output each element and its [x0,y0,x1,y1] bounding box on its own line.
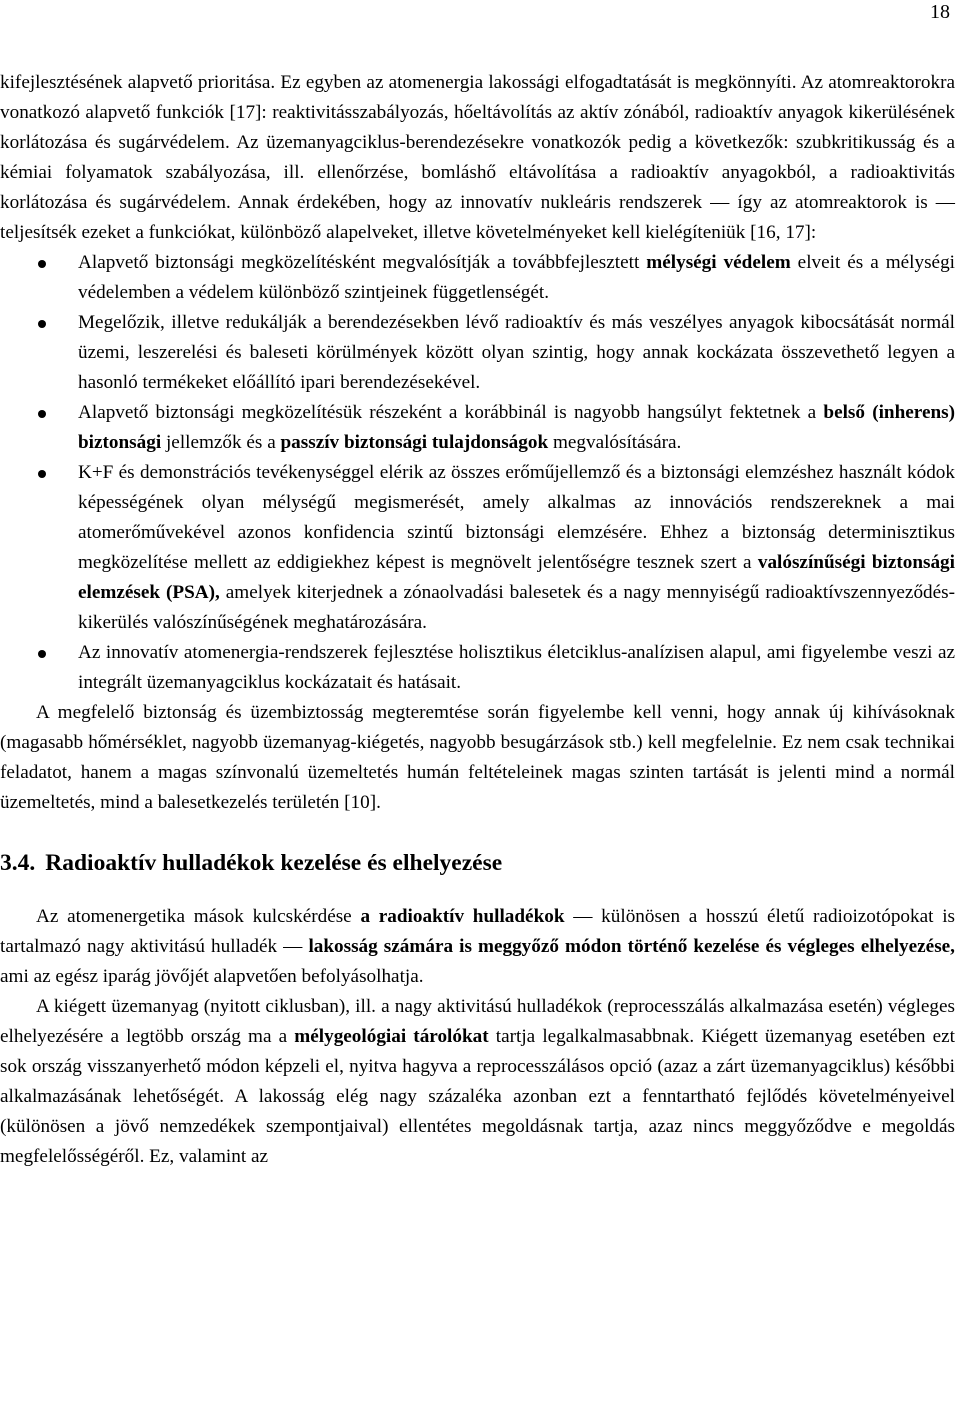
section-paragraph: Az atomenergetika mások kulcskérdése a radioaktív hulladékok — különösen a hosszú életű radioizotópokat is tartalmazó nagy aktivitású hulladék — lakosság számára is meggyőző módon történő kezelése és végleges elhelyezése, ami az egész iparág jövőjét alapvetően befolyásolhatja. [0,906,955,987]
list-item: Alapvető biztonsági megközelítésként megvalósítják a továbbfejlesztett mélységi védelem elveit és a mélységi védelemben a védelem különböző szintjeinek függetlenségét. [0,248,955,308]
requirements-list [0,248,955,698]
bullet-icon [38,650,46,658]
list-item: K+F és demonstrációs tevékenységgel elérik az összes erőműjellemző és a biztonsági elemzéshez használt kódok képességének olyan mélységű megismerését, amely alkalmas az innovációs rendszereknek a mai atomerőművekével azonos konfidencia szintű biztonsági elemzésére. Ehhez a biztonság determinisztikus megközelítése mellett az eddigiekhez képest is megnövelt jelentőségre tesznek szert a valószínűségi biztonsági elemzések (PSA), amelyek kiterjednek a zónaolvadási balesetek és a nagy mennyiségű radioaktívszennyeződés-kikerülés valószínűségének meghatározására. [0,458,955,638]
summary-paragraph: A megfelelő biztonság és üzembiztosság megteremtése során figyelembe kell venni, hogy annak új kihívásoknak (magasabb hőmérséklet, nagyobb üzemanyag-kiégetés, nagyobb besugárzások stb.) kell megfelelnie. Ez nem csak technikai feladatot, hanem a magas színvonalú üzemeltetés humán feltételeinek magas szinten tartását is jelenti mind a normál üzemeltetés, mind a balesetkezelés területén [10]. [0,702,955,813]
bullet-icon [38,470,46,478]
bullet-icon [38,320,46,328]
list-item: Az innovatív atomenergia-rendszerek fejlesztése holisztikus életciklus-analízisen alapul, ami figyelembe veszi az integrált üzemanyagciklus kockázatait és hatásait. [0,638,955,698]
page-number: 18 [930,1,950,23]
bullet-icon [38,410,46,418]
section-paragraph: A kiégett üzemanyag (nyitott ciklusban), ill. a nagy aktivitású hulladékok (reprocesszálás alkalmazása esetén) végleges elhelyezésére a legtöbb ország ma a mélygeológiai tárolókat tartja legalkalmasabbnak. Kiégett üzemanyag esetében ezt sok ország visszanyerhető módon képzeli el, nyitva hagyva a reprocesszálásos opció (azaz a zárt üzemanyagciklus) későbbi alkalmazásának lehetőségét. A lakosság elég nagy százaléka azonban ezt a fenntartható fejlődés követelményeivel (különösen a jövő nemzedékek szempontjaival) ellentétes megoldásnak tartja, azaz nincs meggyőződve e megoldás megfelelősségéről. Ez, valamint az [0,996,955,1167]
bullet-icon [38,260,46,268]
list-item: Alapvető biztonsági megközelítésük részeként a korábbinál is nagyobb hangsúlyt fektetnek a belső (inherens) biztonsági jellemzők és a passzív biztonsági tulajdonságok megvalósítására. [0,398,955,458]
document-body [0,68,955,1172]
list-item: Megelőzik, illetve redukálják a berendezésekben lévő radioaktív és más veszélyes anyagok kibocsátását normál üzemi, leszerelési és baleseti körülmények között olyan szintig, hogy annak kockázata összevethető legyen a hasonló termékeket előállító ipari berendezésekével. [0,308,955,398]
section-heading [0,848,955,878]
section-title: Radioaktív hulladékok kezelése és elhelyezése [45,850,503,876]
intro-paragraph: kifejlesztésének alapvető prioritása. Ez egyben az atomenergia lakossági elfogadtatását is megkönnyíti. Az atomreaktorokra vonatkozó alapvető funkciók [17]: reaktivitásszabályozás, hőeltávolítás az aktív zónából, radioaktív anyagok kikerülésének korlátozása és sugárvédelem. Az üzemanyagciklus-berendezésekre vonatkozók pedig a következők: szubkritikusság és a kémiai folyamatok szabályozása, ill. ellenőrzése, bomláshő eltávolítása a radioaktív anyagokból, a radioaktivitás korlátozása és sugárvédelem. Annak érdekében, hogy az innovatív nukleáris rendszerek — így az atomreaktorok is — teljesítsék ezeket a funkciókat, különböző alapelveket, illetve követelményeket kell kielégíteniük [16, 17]: [0,72,955,243]
section-number: 3.4. [0,850,36,876]
